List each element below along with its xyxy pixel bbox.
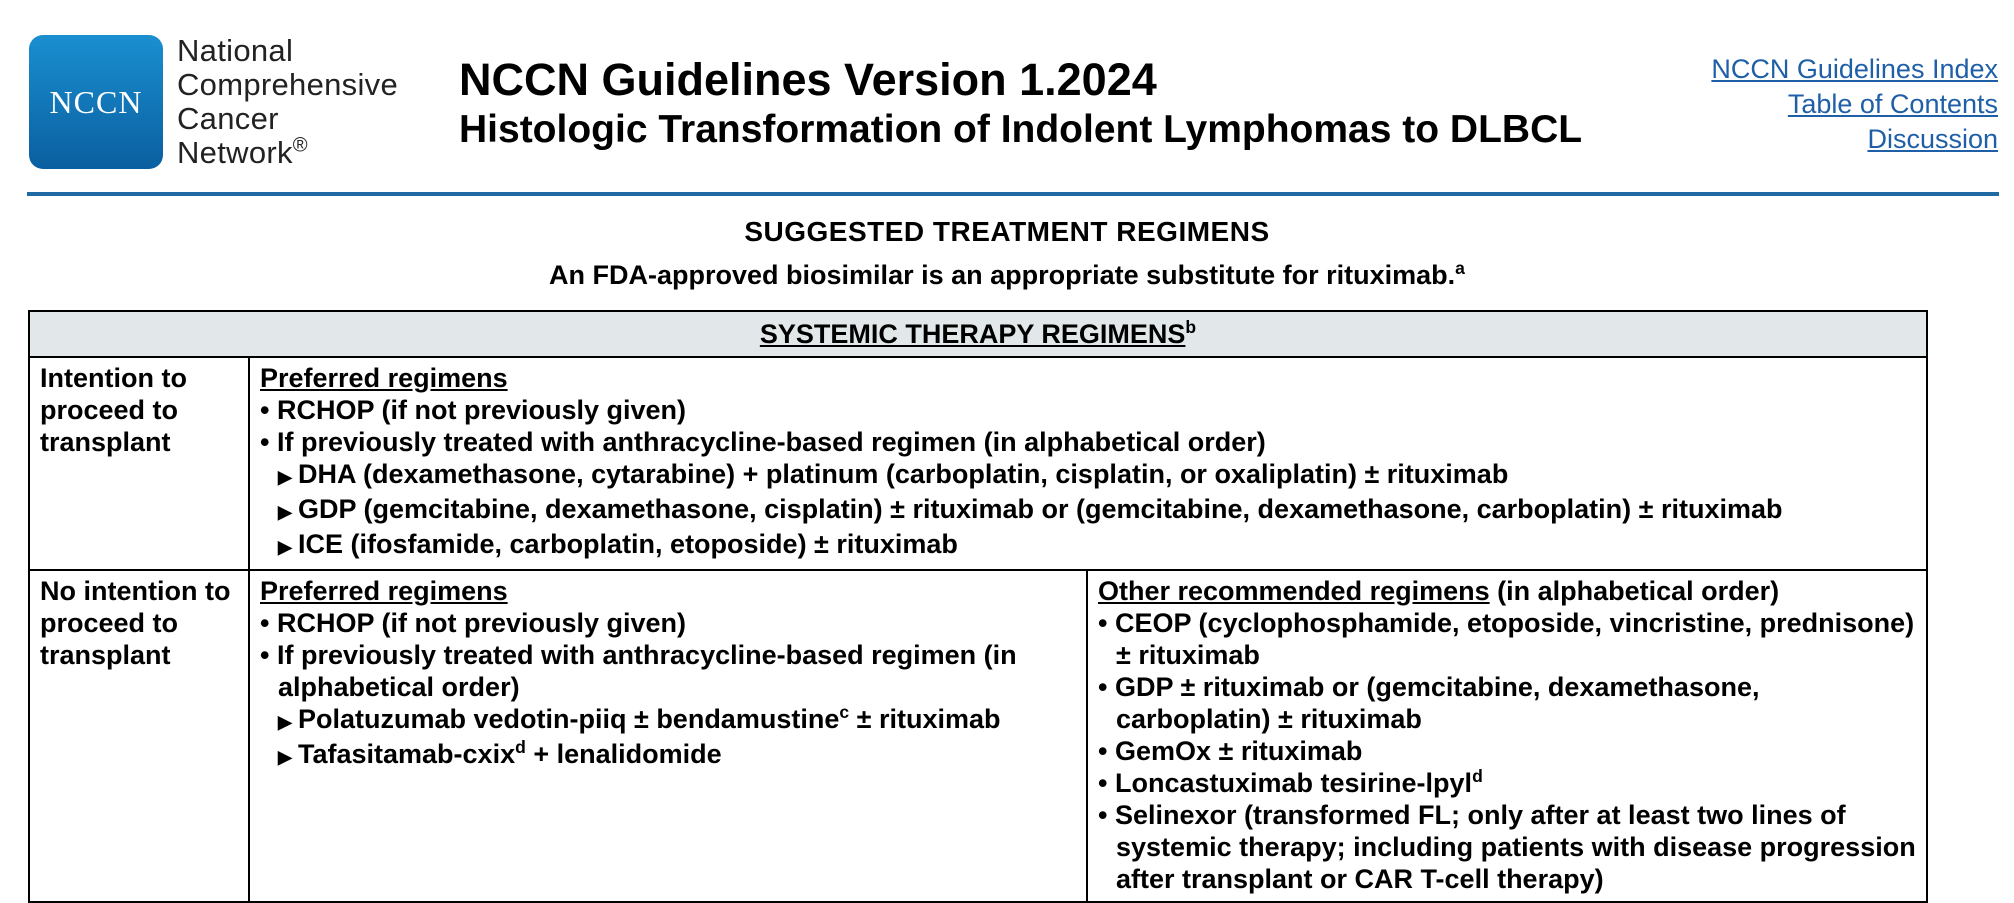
list-item-text: GDP ± rituximab or (gemcitabine, dexamethasone, carboplatin) ± rituximab bbox=[1114, 672, 1760, 734]
triangle-right-icon: ▶ bbox=[278, 467, 292, 487]
logo-text: NCCN bbox=[49, 83, 143, 120]
sub-list-item-text: DHA (dexamethasone, cytarabine) + platinum (carboplatin, cisplatin, or oxaliplatin) ± rituximab bbox=[298, 459, 1509, 489]
table-of-contents-link[interactable]: Table of Contents bbox=[1787, 89, 1998, 119]
row-label-transplant: Intention to proceed to transplant bbox=[29, 357, 249, 570]
sub-list-item bbox=[260, 703, 1076, 738]
biosimilar-note-text: An FDA-approved biosimilar is an appropriate substitute for rituximab. bbox=[549, 260, 1456, 290]
footnote-ref: c bbox=[839, 702, 850, 722]
list-item-text: CEOP (cyclophosphamide, etoposide, vincristine, prednisone) ± rituximab bbox=[1114, 608, 1915, 670]
list-item-text: Selinexor (transformed FL; only after at least two lines of systemic therapy; including patients with disease progression after transplant or CAR T-cell therapy) bbox=[1114, 800, 1916, 894]
discussion-link[interactable]: Discussion bbox=[1867, 124, 1998, 154]
list-item: • If previously treated with anthracycline-based regimen (in alphabetical order) bbox=[260, 427, 1266, 457]
list-item-text: Loncastuximab tesirine-lpyl bbox=[1114, 768, 1473, 798]
other-regimens-title bbox=[1098, 575, 1916, 607]
triangle-right-icon: ▶ bbox=[278, 747, 292, 767]
list-item: • If previously treated with anthracycline-based regimen (in alphabetical order) bbox=[260, 640, 1017, 702]
triangle-right-icon: ▶ bbox=[278, 502, 292, 522]
org-line: National bbox=[177, 33, 294, 68]
sub-list-item-text: + lenalidomide bbox=[525, 739, 722, 769]
sub-list-item bbox=[260, 458, 1916, 493]
org-line: Comprehensive bbox=[177, 67, 399, 102]
registered-mark: ® bbox=[292, 134, 308, 157]
list-item: • Selinexor (transformed FL; only after at least two lines of systemic therapy; including patients with disease progression after transplant or CAR T-cell therapy) bbox=[1098, 800, 1916, 894]
footnote-ref: a bbox=[1455, 258, 1465, 278]
triangle-right-icon: ▶ bbox=[278, 712, 292, 732]
row-label-no-transplant: No intention to proceed to transplant bbox=[29, 570, 249, 902]
table-row bbox=[29, 570, 1927, 902]
preferred-regimens-title: Preferred regimens bbox=[260, 576, 508, 606]
list-item-text: RCHOP (if not previously given) bbox=[276, 395, 687, 425]
table-row bbox=[29, 357, 1927, 570]
sub-list-item-text: ± rituximab bbox=[849, 704, 1001, 734]
sub-list-item bbox=[260, 493, 1916, 528]
transplant-regimens-cell bbox=[249, 357, 1927, 570]
section-title: SUGGESTED TREATMENT REGIMENS bbox=[744, 216, 1270, 247]
preferred-regimens-title: Preferred regimens bbox=[260, 363, 508, 393]
list-item-text: If previously treated with anthracycline-based regimen (in alphabetical order) bbox=[276, 640, 1017, 702]
regimens-table bbox=[28, 310, 1928, 903]
no-transplant-other-cell bbox=[1087, 570, 1927, 902]
header-divider bbox=[27, 192, 1999, 196]
org-line bbox=[177, 136, 398, 170]
nav-links bbox=[1711, 52, 1998, 157]
list-item: • RCHOP (if not previously given) bbox=[260, 608, 687, 638]
list-item: • GDP ± rituximab or (gemcitabine, dexamethasone, carboplatin) ± rituximab bbox=[1098, 672, 1760, 734]
triangle-right-icon: ▶ bbox=[278, 537, 292, 557]
list-item-text: RCHOP (if not previously given) bbox=[276, 608, 687, 638]
sub-list-item-text: ICE (ifosfamide, carboplatin, etoposide) ± rituximab bbox=[298, 529, 958, 559]
list-item-text: If previously treated with anthracycline-based regimen (in alphabetical order) bbox=[276, 427, 1266, 457]
list-item: • RCHOP (if not previously given) bbox=[260, 395, 687, 425]
page-header bbox=[0, 0, 2014, 200]
nccn-logo bbox=[29, 35, 163, 169]
footnote-ref: d bbox=[1472, 766, 1483, 786]
list-item: • CEOP (cyclophosphamide, etoposide, vincristine, prednisone) ± rituximab bbox=[1098, 608, 1915, 670]
guidelines-index-link[interactable]: NCCN Guidelines Index bbox=[1711, 54, 1998, 84]
org-line-network: Network bbox=[177, 135, 293, 170]
sub-list-item bbox=[260, 528, 1916, 563]
other-regimens-title-text: Other recommended regimens bbox=[1098, 576, 1490, 606]
list-item: • Loncastuximab tesirine-lpyl$^d$ bbox=[1098, 766, 1483, 798]
footnote-ref: d bbox=[515, 737, 526, 757]
list-item-text: GemOx ± rituximab bbox=[1114, 736, 1363, 766]
org-line: Cancer bbox=[177, 101, 279, 136]
guidelines-subtitle: Histologic Transformation of Indolent Lymphomas to DLBCL bbox=[459, 108, 1583, 151]
biosimilar-note bbox=[0, 260, 2014, 291]
other-regimens-title-suffix: (in alphabetical order) bbox=[1489, 576, 1780, 606]
sub-list-item-text: Tafasitamab-cxix bbox=[298, 739, 516, 769]
sub-list-item bbox=[260, 738, 1076, 773]
table-header bbox=[29, 311, 1927, 357]
table-header-text: SYSTEMIC THERAPY REGIMENS bbox=[759, 319, 1186, 349]
sub-list-item-text: Polatuzumab vedotin-piiq ± bendamustine bbox=[298, 704, 840, 734]
list-item: • GemOx ± rituximab bbox=[1098, 736, 1363, 766]
sub-list-item-text: GDP (gemcitabine, dexamethasone, cisplatin) ± rituximab or (gemcitabine, dexamethasone, carboplatin) ± rituximab bbox=[298, 494, 1783, 524]
footnote-ref: b bbox=[1185, 317, 1197, 337]
no-transplant-preferred-cell bbox=[249, 570, 1087, 902]
organization-name bbox=[177, 34, 398, 170]
guidelines-title: NCCN Guidelines Version 1.2024 bbox=[459, 54, 1157, 105]
